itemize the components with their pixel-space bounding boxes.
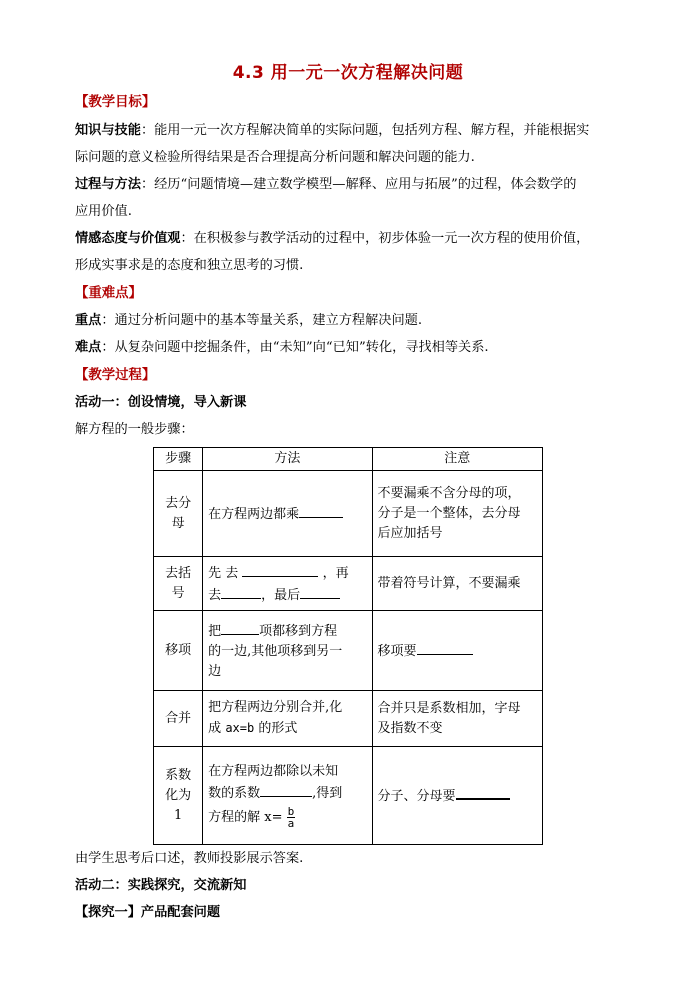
method-text: 成 (208, 721, 222, 736)
fill-blank (417, 640, 473, 655)
section-teaching-goals: 【教学目标】 (75, 95, 156, 110)
intro-text: 解方程的一般步骤： (75, 422, 194, 437)
table-header-row (154, 448, 543, 471)
method-text: 先 去 (208, 565, 239, 581)
method-cell (203, 471, 372, 557)
method-cell (203, 611, 372, 691)
method-text: 项都移到方程 (259, 623, 338, 639)
difficulty-text: ：从复杂问题中挖掘条件，由“未知”向“已知”转化，寻找相等关系. (101, 340, 489, 355)
key-point-label: 重点 (75, 313, 102, 328)
method-text: ，最后 (261, 587, 301, 603)
method-line-1 (208, 562, 366, 584)
fraction-denominator: a (287, 817, 295, 830)
method-text: ,得到 (312, 786, 343, 801)
activity-two-heading: 活动二：实践探究，交流新知 (75, 878, 247, 893)
activity-one-heading: 活动一：创设情境，导入新课 (75, 395, 247, 410)
equation-form: ax=b (225, 721, 255, 735)
method-text: ，再 (322, 565, 349, 581)
step-text-2: 化为 1 (165, 787, 192, 823)
fraction-numerator: b (287, 805, 295, 818)
method-line-1: 把方程两边分别合并,化 (208, 700, 343, 715)
header-note: 注意 (372, 448, 542, 471)
header-step: 步骤 (154, 448, 203, 471)
fill-blank (221, 620, 259, 635)
fill-blank (221, 584, 261, 599)
header-method: 方法 (203, 448, 372, 471)
emotion-text-1: ：在积极参与教学活动的过程中，初步体验一元一次方程的使用价值， (180, 231, 590, 246)
table-row (154, 471, 543, 557)
process-label: 过程与方法 (75, 177, 141, 192)
equation-steps-table (153, 447, 543, 845)
note-cell (372, 471, 542, 557)
note-text-3: 后应加括号 (377, 525, 443, 541)
fill-blank (299, 503, 343, 518)
knowledge-text-1: ：能用一元一次方程解决简单的实际问题，包括列方程、解方程，并能根据实 (140, 123, 590, 138)
method-line-3: 边 (208, 663, 222, 679)
emotion-line-2: 形成实事求是的态度和独立思考的习惯. (75, 258, 304, 273)
table-row (154, 691, 543, 747)
knowledge-line-2: 际问题的意义检验所得结果是否合理提高分析问题和解决问题的能力. (75, 150, 475, 165)
method-text: 把 (208, 623, 222, 639)
method-cell (203, 747, 372, 845)
note-cell (372, 691, 542, 747)
method-line-1 (208, 620, 366, 642)
difficulty-label: 难点 (75, 340, 102, 355)
note-text-1: 合并只是系数相加，字母 (377, 700, 521, 716)
section-key-points: 【重难点】 (75, 286, 142, 301)
note-cell (372, 611, 542, 691)
method-text: 方程的解 x= (208, 810, 283, 825)
method-text: 数的系数 (208, 786, 261, 801)
explore-one-heading: 【探究一】产品配套问题 (75, 905, 221, 920)
method-line-1: 在方程两边都除以未知 (208, 764, 339, 779)
process-line-2: 应用价值. (75, 204, 132, 219)
method-line-2 (208, 782, 366, 804)
key-point-text: ：通过分析问题中的基本等量关系，建立方程解决问题. (101, 313, 423, 328)
fill-blank (242, 562, 318, 577)
fill-blank (260, 782, 312, 797)
method-line-3 (208, 806, 366, 829)
note-text-2: 分子是一个整体，去分母 (377, 505, 521, 521)
section-teaching-process: 【教学过程】 (75, 368, 156, 383)
note-cell (372, 747, 542, 845)
knowledge-line-1 (75, 121, 589, 141)
step-cell (154, 747, 203, 845)
after-table-text: 由学生思考后口述，教师投影展示答案. (75, 851, 304, 866)
table-row (154, 747, 543, 845)
table-row (154, 611, 543, 691)
step-text-1: 系数 (165, 767, 192, 783)
fill-blank (456, 784, 510, 800)
page-title: 4.3 用一元一次方程解决问题 (232, 63, 464, 83)
step-cell: 去括号 (154, 557, 203, 611)
process-line-1 (75, 175, 576, 195)
note-text-1: 不要漏乘不含分母的项， (377, 485, 521, 501)
note-text-2: 及指数不变 (377, 720, 443, 736)
key-point-line (75, 311, 422, 331)
difficulty-line (75, 338, 489, 358)
method-cell (203, 557, 372, 611)
step-cell: 合并 (154, 691, 203, 747)
process-text-1: ：经历“问题情境—建立数学模型—解释、应用与拓展”的过程，体会数学的 (140, 177, 577, 192)
method-text: 的形式 (258, 721, 298, 736)
method-text: 去 (208, 587, 222, 603)
emotion-label: 情感态度与价值观 (75, 231, 181, 246)
method-text: 在方程两边都乘 (208, 506, 300, 522)
step-cell: 去分母 (154, 471, 203, 557)
step-cell: 移项 (154, 611, 203, 691)
table-row (154, 557, 543, 611)
method-line-2 (208, 584, 366, 606)
note-cell: 带着符号计算，不要漏乘 (372, 557, 542, 611)
knowledge-label: 知识与技能 (75, 123, 141, 138)
method-line-2 (208, 718, 366, 739)
note-text: 分子、分母要 (377, 789, 456, 804)
method-cell (203, 691, 372, 747)
fraction-b-over-a (287, 806, 296, 829)
note-text: 移项要 (377, 643, 417, 659)
fill-blank (300, 584, 340, 599)
method-line-2: 的一边,其他项移到另一 (208, 643, 343, 659)
emotion-line-1 (75, 229, 589, 249)
